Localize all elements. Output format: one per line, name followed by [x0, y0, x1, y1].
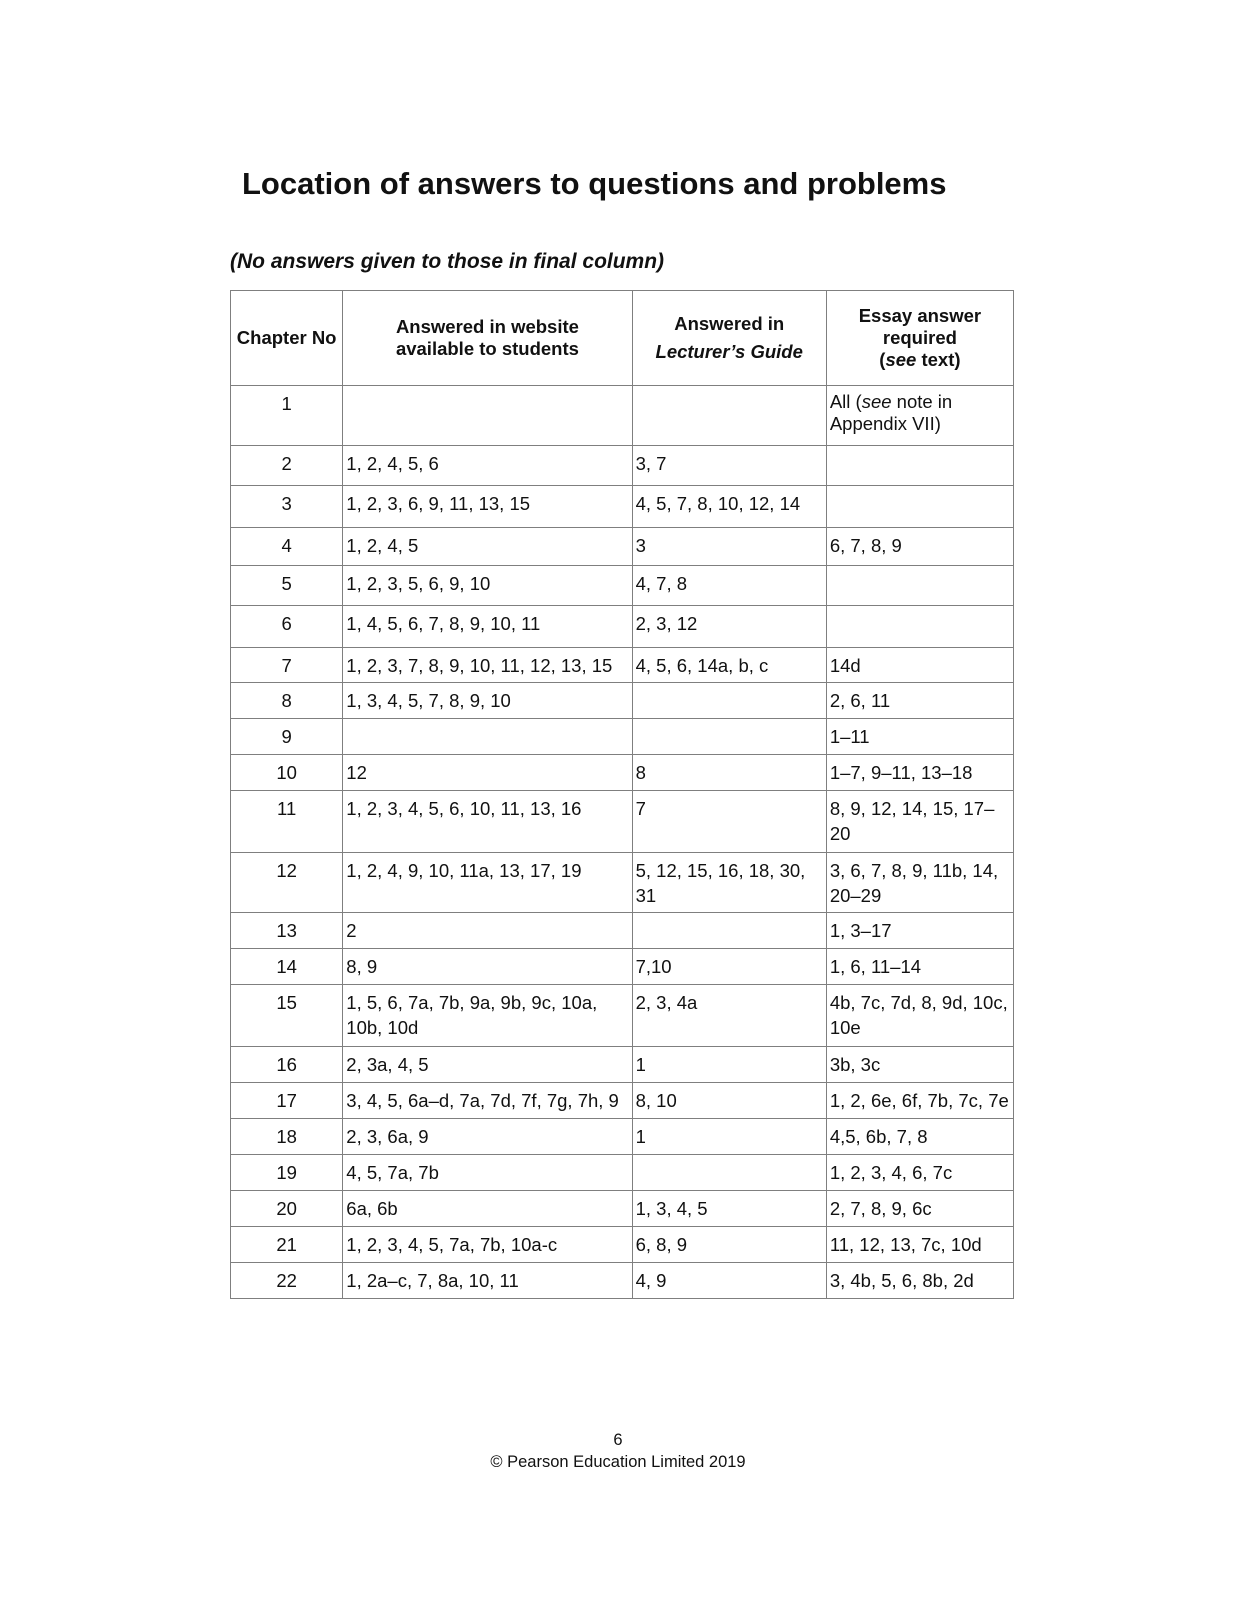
- cell-essay: [826, 606, 1013, 648]
- header-essay-line1: Essay answer: [858, 305, 982, 326]
- cell-lecturers-guide: 4, 5, 6, 14a, b, c: [632, 648, 826, 683]
- table-row: [231, 853, 1014, 913]
- essay-note-suffix: note in Appendix VII): [829, 391, 953, 434]
- cell-lecturers-guide: 6, 8, 9: [632, 1227, 826, 1263]
- cell-chapter: 6: [231, 606, 343, 648]
- cell-essay: 3, 4b, 5, 6, 8b, 2d: [826, 1263, 1013, 1299]
- table-row: [231, 755, 1014, 791]
- cell-website: 1, 2, 3, 4, 5, 7a, 7b, 10a-c: [343, 1227, 632, 1263]
- header-website: [343, 291, 632, 386]
- cell-chapter: 1: [231, 386, 343, 446]
- essay-note-prefix: All (: [829, 391, 862, 412]
- cell-essay: 4b, 7c, 7d, 8, 9d, 10c, 10e: [826, 985, 1013, 1047]
- header-guide-line2: Lecturer’s Guide: [655, 341, 803, 362]
- header-essay-line3-see: see: [885, 349, 917, 370]
- table-row: [231, 791, 1014, 853]
- cell-lecturers-guide: 1: [632, 1047, 826, 1083]
- cell-essay: 11, 12, 13, 7c, 10d: [826, 1227, 1013, 1263]
- cell-website: 1, 3, 4, 5, 7, 8, 9, 10: [343, 683, 632, 719]
- page-subtitle: (No answers given to those in final column): [230, 250, 665, 273]
- header-website-line1: Answered in website: [395, 316, 579, 337]
- table-header-row: [231, 291, 1014, 386]
- header-guide-line1: Answered in: [674, 313, 785, 334]
- cell-essay: 1, 6, 11–14: [826, 949, 1013, 985]
- cell-essay: 1, 3–17: [826, 913, 1013, 949]
- cell-website: 1, 2, 4, 5, 6: [343, 446, 632, 486]
- cell-chapter: 9: [231, 719, 343, 755]
- header-essay-line3-text: text): [916, 349, 961, 370]
- cell-website: 2, 3, 6a, 9: [343, 1119, 632, 1155]
- cell-essay: 1–11: [826, 719, 1013, 755]
- cell-website: 1, 2, 3, 4, 5, 6, 10, 11, 13, 16: [343, 791, 632, 853]
- table-row: [231, 1263, 1014, 1299]
- header-website-line2: available to students: [395, 338, 579, 359]
- cell-chapter: 19: [231, 1155, 343, 1191]
- cell-website: 12: [343, 755, 632, 791]
- cell-website: 1, 2, 4, 9, 10, 11a, 13, 17, 19: [343, 853, 632, 913]
- cell-website: 1, 2, 3, 7, 8, 9, 10, 11, 12, 13, 15: [343, 648, 632, 683]
- cell-chapter: 20: [231, 1191, 343, 1227]
- table-row: [231, 719, 1014, 755]
- cell-website: 3, 4, 5, 6a–d, 7a, 7d, 7f, 7g, 7h, 9: [343, 1083, 632, 1119]
- cell-website: 1, 2, 3, 6, 9, 11, 13, 15: [343, 486, 632, 528]
- cell-lecturers-guide: 3, 7: [632, 446, 826, 486]
- cell-chapter: 3: [231, 486, 343, 528]
- cell-essay: 1–7, 9–11, 13–18: [826, 755, 1013, 791]
- header-chapter-label: Chapter No: [236, 327, 337, 348]
- cell-essay: 3, 6, 7, 8, 9, 11b, 14, 20–29: [826, 853, 1013, 913]
- cell-lecturers-guide: 3: [632, 528, 826, 566]
- cell-chapter: 10: [231, 755, 343, 791]
- cell-essay: [826, 486, 1013, 528]
- cell-chapter: 5: [231, 566, 343, 606]
- header-essay-line2: required: [882, 327, 957, 348]
- cell-chapter: 16: [231, 1047, 343, 1083]
- cell-essay: 2, 6, 11: [826, 683, 1013, 719]
- cell-website: 4, 5, 7a, 7b: [343, 1155, 632, 1191]
- cell-lecturers-guide: 5, 12, 15, 16, 18, 30, 31: [632, 853, 826, 913]
- header-essay-line3-open: (: [879, 349, 886, 370]
- cell-website: [343, 719, 632, 755]
- table-row: [231, 486, 1014, 528]
- cell-chapter: 18: [231, 1119, 343, 1155]
- cell-essay: [826, 566, 1013, 606]
- table-row: [231, 683, 1014, 719]
- cell-lecturers-guide: 7,10: [632, 949, 826, 985]
- cell-essay: 3b, 3c: [826, 1047, 1013, 1083]
- page-footer: [0, 1429, 1236, 1473]
- cell-chapter: 4: [231, 528, 343, 566]
- table-row: [231, 446, 1014, 486]
- cell-website: 6a, 6b: [343, 1191, 632, 1227]
- table-row: [231, 566, 1014, 606]
- cell-lecturers-guide: 8: [632, 755, 826, 791]
- cell-website: 2, 3a, 4, 5: [343, 1047, 632, 1083]
- cell-website: 2: [343, 913, 632, 949]
- cell-lecturers-guide: 8, 10: [632, 1083, 826, 1119]
- table-row: [231, 949, 1014, 985]
- cell-website: 1, 4, 5, 6, 7, 8, 9, 10, 11: [343, 606, 632, 648]
- cell-essay: 14d: [826, 648, 1013, 683]
- table-row: [231, 1155, 1014, 1191]
- cell-chapter: 17: [231, 1083, 343, 1119]
- copyright-notice: © Pearson Education Limited 2019: [490, 1453, 746, 1471]
- cell-essay: 1, 2, 3, 4, 6, 7c: [826, 1155, 1013, 1191]
- table-row: [231, 1191, 1014, 1227]
- cell-chapter: 8: [231, 683, 343, 719]
- cell-website: 1, 2a–c, 7, 8a, 10, 11: [343, 1263, 632, 1299]
- header-chapter-no: [231, 291, 343, 386]
- cell-lecturers-guide: 2, 3, 4a: [632, 985, 826, 1047]
- cell-website: 1, 5, 6, 7a, 7b, 9a, 9b, 9c, 10a, 10b, 10d: [343, 985, 632, 1047]
- cell-lecturers-guide: 4, 9: [632, 1263, 826, 1299]
- page-number: 6: [613, 1431, 623, 1449]
- cell-chapter: 12: [231, 853, 343, 913]
- table-row: [231, 386, 1014, 446]
- table-row: [231, 1083, 1014, 1119]
- table-row: [231, 985, 1014, 1047]
- cell-essay: [826, 386, 1013, 446]
- cell-website: [343, 386, 632, 446]
- cell-essay: 1, 2, 6e, 6f, 7b, 7c, 7e: [826, 1083, 1013, 1119]
- header-lecturers-guide: [632, 291, 826, 386]
- page-title: Location of answers to questions and problems: [242, 166, 947, 201]
- table-row: [231, 528, 1014, 566]
- table-row: [231, 913, 1014, 949]
- table-row: [231, 648, 1014, 683]
- header-essay: [826, 291, 1013, 386]
- table-row: [231, 1119, 1014, 1155]
- cell-website: 8, 9: [343, 949, 632, 985]
- answers-location-table: [230, 290, 1014, 1299]
- cell-lecturers-guide: 2, 3, 12: [632, 606, 826, 648]
- cell-lecturers-guide: [632, 719, 826, 755]
- cell-essay: 2, 7, 8, 9, 6c: [826, 1191, 1013, 1227]
- table-row: [231, 606, 1014, 648]
- cell-chapter: 7: [231, 648, 343, 683]
- cell-essay: [826, 446, 1013, 486]
- essay-note-see: see: [861, 391, 892, 412]
- table-body: [231, 386, 1014, 1299]
- cell-lecturers-guide: 1: [632, 1119, 826, 1155]
- cell-chapter: 13: [231, 913, 343, 949]
- cell-chapter: 22: [231, 1263, 343, 1299]
- cell-lecturers-guide: [632, 1155, 826, 1191]
- cell-chapter: 15: [231, 985, 343, 1047]
- cell-chapter: 14: [231, 949, 343, 985]
- cell-lecturers-guide: 7: [632, 791, 826, 853]
- cell-essay: 4,5, 6b, 7, 8: [826, 1119, 1013, 1155]
- cell-lecturers-guide: [632, 913, 826, 949]
- cell-essay: 8, 9, 12, 14, 15, 17–20: [826, 791, 1013, 853]
- cell-lecturers-guide: 4, 5, 7, 8, 10, 12, 14: [632, 486, 826, 528]
- cell-chapter: 11: [231, 791, 343, 853]
- cell-chapter: 21: [231, 1227, 343, 1263]
- table-row: [231, 1047, 1014, 1083]
- cell-lecturers-guide: 1, 3, 4, 5: [632, 1191, 826, 1227]
- cell-website: 1, 2, 3, 5, 6, 9, 10: [343, 566, 632, 606]
- cell-lecturers-guide: [632, 386, 826, 446]
- table-row: [231, 1227, 1014, 1263]
- cell-website: 1, 2, 4, 5: [343, 528, 632, 566]
- cell-chapter: 2: [231, 446, 343, 486]
- cell-lecturers-guide: 4, 7, 8: [632, 566, 826, 606]
- cell-lecturers-guide: [632, 683, 826, 719]
- cell-essay: 6, 7, 8, 9: [826, 528, 1013, 566]
